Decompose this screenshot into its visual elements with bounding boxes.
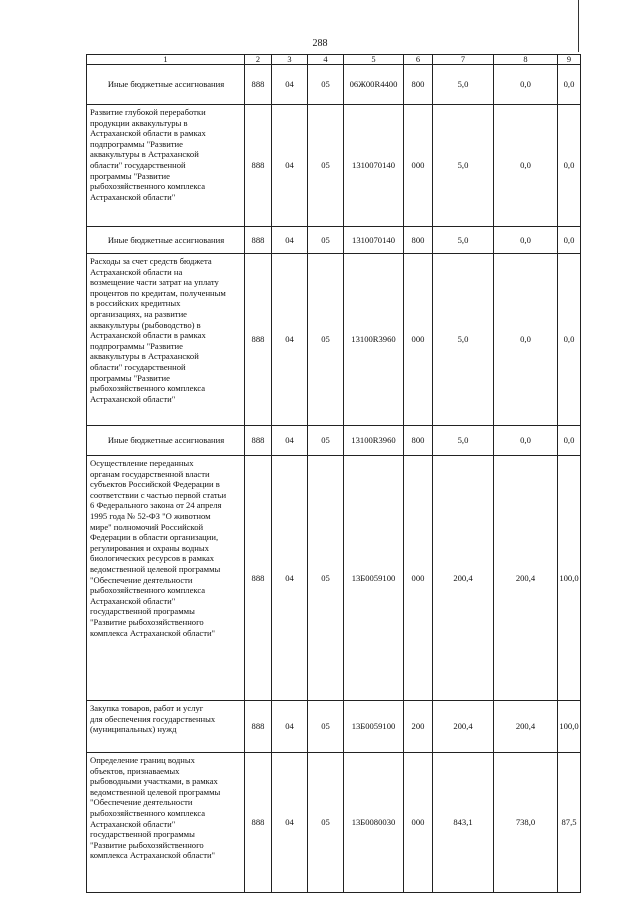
cell-value-8: 0,0 xyxy=(494,105,558,227)
cell-value-9: 0,0 xyxy=(558,65,581,105)
cell-admin-code: 888 xyxy=(245,456,272,701)
cell-value-7: 5,0 xyxy=(433,426,494,456)
table-row xyxy=(87,456,581,701)
row-name: Иные бюджетные ассигнования xyxy=(87,426,245,456)
cell-value-9: 0,0 xyxy=(558,105,581,227)
cell-section: 04 xyxy=(272,753,308,893)
cell-target-article: 13Б0059100 xyxy=(344,456,404,701)
cell-value-9: 100,0 xyxy=(558,701,581,753)
cell-section: 04 xyxy=(272,456,308,701)
row-name: Осуществление переданных органам государственной власти субъектов Российской Федерации в соответствии с частью первой статьи 6 Федерального закона от 24 апреля 1995 года № 52-ФЗ "О животном мире" полномочий Российской Федерации в области организации, регулирования и охраны водных биологических ресурсов в рамках ведомственной целевой программы "Обеспечение деятельности рыбохозяйственного комплекса Астраханской области" государственной программы "Развитие рыбохозяйственного комплекса Астраханской области" xyxy=(87,456,245,701)
cell-subsection: 05 xyxy=(308,753,344,893)
cell-subsection: 05 xyxy=(308,254,344,426)
cell-value-8: 738,0 xyxy=(494,753,558,893)
cell-admin-code: 888 xyxy=(245,753,272,893)
header-cell: 5 xyxy=(344,55,404,65)
cell-value-8: 200,4 xyxy=(494,456,558,701)
cell-value-7: 843,1 xyxy=(433,753,494,893)
cell-subsection: 05 xyxy=(308,701,344,753)
cell-section: 04 xyxy=(272,65,308,105)
header-cell: 8 xyxy=(494,55,558,65)
cell-value-8: 0,0 xyxy=(494,426,558,456)
cell-value-8: 0,0 xyxy=(494,227,558,254)
cell-admin-code: 888 xyxy=(245,105,272,227)
header-cell: 6 xyxy=(404,55,433,65)
cell-expense-type: 000 xyxy=(404,456,433,701)
cell-expense-type: 000 xyxy=(404,753,433,893)
cell-admin-code: 888 xyxy=(245,701,272,753)
cell-expense-type: 000 xyxy=(404,254,433,426)
cell-admin-code: 888 xyxy=(245,65,272,105)
cell-expense-type: 800 xyxy=(404,426,433,456)
cell-section: 04 xyxy=(272,105,308,227)
cell-value-9: 0,0 xyxy=(558,254,581,426)
cell-subsection: 05 xyxy=(308,227,344,254)
cell-expense-type: 000 xyxy=(404,105,433,227)
header-cell: 3 xyxy=(272,55,308,65)
cell-value-8: 0,0 xyxy=(494,65,558,105)
cell-target-article: 1310070140 xyxy=(344,105,404,227)
table-row xyxy=(87,65,581,105)
cell-value-7: 5,0 xyxy=(433,105,494,227)
row-name: Иные бюджетные ассигнования xyxy=(87,227,245,254)
cell-section: 04 xyxy=(272,701,308,753)
cell-value-7: 5,0 xyxy=(433,227,494,254)
header-cell: 9 xyxy=(558,55,581,65)
table-row xyxy=(87,701,581,753)
cell-target-article: 06Ж00R4400 xyxy=(344,65,404,105)
table-row xyxy=(87,105,581,227)
cell-subsection: 05 xyxy=(308,456,344,701)
table-row xyxy=(87,227,581,254)
header-row xyxy=(87,55,581,65)
cell-value-7: 200,4 xyxy=(433,456,494,701)
scan-artifact-line xyxy=(578,0,579,52)
cell-admin-code: 888 xyxy=(245,227,272,254)
row-name: Закупка товаров, работ и услуг для обеспечения государственных (муниципальных) нужд xyxy=(87,701,245,753)
cell-expense-type: 200 xyxy=(404,701,433,753)
cell-value-7: 5,0 xyxy=(433,254,494,426)
cell-admin-code: 888 xyxy=(245,426,272,456)
cell-target-article: 13Б0059100 xyxy=(344,701,404,753)
cell-value-9: 0,0 xyxy=(558,426,581,456)
cell-value-7: 200,4 xyxy=(433,701,494,753)
row-name: Развитие глубокой переработки продукции аквакультуры в Астраханской области в рамках подпрограммы "Развитие аквакультуры в Астраханской области" государственной программы "Развитие рыбохозяйственного комплекса Астраханской области" xyxy=(87,105,245,227)
cell-value-9: 100,0 xyxy=(558,456,581,701)
header-cell: 2 xyxy=(245,55,272,65)
cell-section: 04 xyxy=(272,426,308,456)
cell-value-9: 87,5 xyxy=(558,753,581,893)
cell-target-article: 1310070140 xyxy=(344,227,404,254)
cell-section: 04 xyxy=(272,227,308,254)
header-cell: 7 xyxy=(433,55,494,65)
table-row xyxy=(87,753,581,893)
cell-target-article: 13Б0080030 xyxy=(344,753,404,893)
page-number: 288 xyxy=(312,38,328,49)
header-cell: 1 xyxy=(87,55,245,65)
row-name: Расходы за счет средств бюджета Астраханской области на возмещение части затрат на уплату процентов по кредитам, полученным в российских кредитных организациях, на развитие аквакультуры (рыбоводство) в Астраханской области в рамках подпрограммы "Развитие аквакультуры в Астраханской области" государственной программы "Развитие рыбохозяйственного комплекса Астраханской области" xyxy=(87,254,245,426)
cell-expense-type: 800 xyxy=(404,65,433,105)
cell-value-8: 200,4 xyxy=(494,701,558,753)
table-row xyxy=(87,426,581,456)
cell-expense-type: 800 xyxy=(404,227,433,254)
cell-subsection: 05 xyxy=(308,426,344,456)
table-row xyxy=(87,254,581,426)
cell-value-9: 0,0 xyxy=(558,227,581,254)
cell-admin-code: 888 xyxy=(245,254,272,426)
cell-section: 04 xyxy=(272,254,308,426)
cell-subsection: 05 xyxy=(308,105,344,227)
cell-target-article: 13100R3960 xyxy=(344,426,404,456)
row-name: Определение границ водных объектов, признаваемых рыбоводными участками, в рамках ведомственной целевой программы "Обеспечение деятельности рыбохозяйственного комплекса Астраханской области" государственной программы "Развитие рыбохозяйственного комплекса Астраханской области" xyxy=(87,753,245,893)
cell-value-8: 0,0 xyxy=(494,254,558,426)
header-cell: 4 xyxy=(308,55,344,65)
cell-value-7: 5,0 xyxy=(433,65,494,105)
row-name: Иные бюджетные ассигнования xyxy=(87,65,245,105)
budget-table xyxy=(86,54,581,893)
cell-subsection: 05 xyxy=(308,65,344,105)
cell-target-article: 13100R3960 xyxy=(344,254,404,426)
